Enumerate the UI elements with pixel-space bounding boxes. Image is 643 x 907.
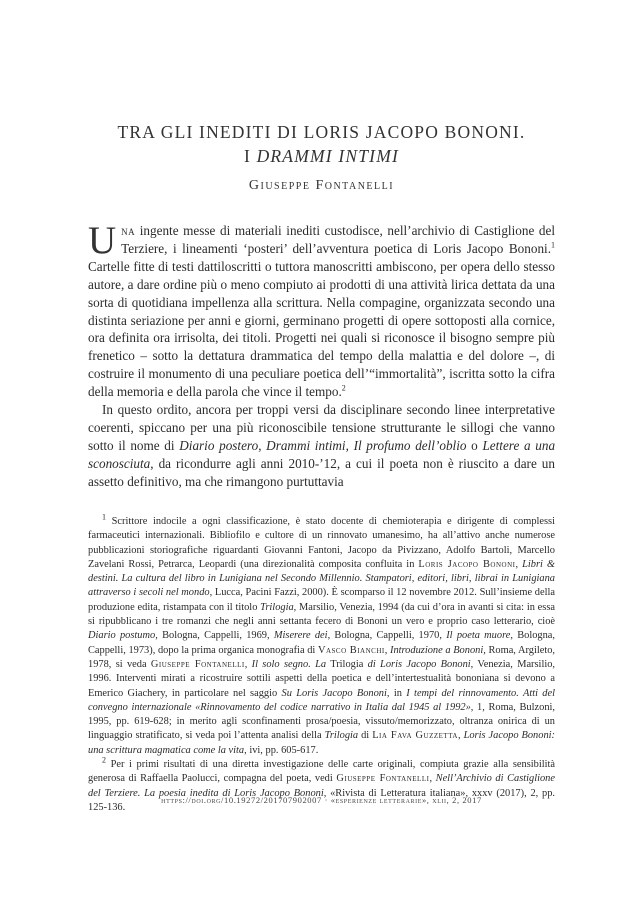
drop-cap: U <box>88 219 117 262</box>
fn-italic: Il poeta muore <box>446 630 511 642</box>
fn-text: , <box>429 773 436 785</box>
footnote-mark: 2 <box>102 755 106 765</box>
fn-text: Scrittore indocile a ogni classificazione, è stato docente di chemioterapia e dirigente di complessi farmaceutici internazionali. Bibliofilo e cultore di un rinnovato umanesimo, ha all’attivo anche numerose pubblicazioni storiografiche riguardanti Giovanni Fantoni, Jacopo da Pivizzano, Adolfo Bartoli, Marcello Zavelani Rossi, Petrarca, Leopardi (una direzionalità composita confluita in <box>88 516 555 570</box>
paragraph-1 <box>88 219 555 401</box>
footnote-ref-2[interactable]: 2 <box>341 383 346 393</box>
fn-text: , in <box>386 687 407 699</box>
fn-italic: Diario postumo <box>88 630 156 642</box>
article-title-line2 <box>60 145 583 167</box>
opening-smallcaps: na <box>121 223 136 238</box>
fn-text: , «Rivista di Letteratura italiana», xxxv (2017), 2, pp. 125-136. <box>88 787 555 813</box>
p2-text: , <box>258 437 267 453</box>
fn-text: , Roma, Argileto, 1978, si veda <box>88 644 556 670</box>
fn-text: di <box>358 730 373 742</box>
fn-italic: Trilogia <box>324 730 359 742</box>
article-title-line1: TRA GLI INEDITI DI LORIS JACOPO BONONI. <box>117 122 526 142</box>
footnote-mark: 1 <box>102 512 106 522</box>
fn-text: , Bologna, Cappelli, 1969, <box>155 630 274 642</box>
fn-italic: Miserere dei <box>273 630 328 642</box>
fn-smallcaps: Giuseppe Fontanelli <box>336 773 430 785</box>
fn-text: , Bologna, Cappelli, 1970, <box>327 630 447 642</box>
fn-italic: Introduzione a Bononi <box>389 644 484 656</box>
title-italic: DRAMMI INTIMI <box>256 146 400 166</box>
p2-text: o <box>466 437 483 453</box>
fn-smallcaps: Lia Fava Guzzetta <box>372 730 458 742</box>
fn-smallcaps: Vasco Bianchi <box>317 644 385 656</box>
paragraph-1-text-a: ingente messe di materiali inediti custodisce, nell’archivio di Castiglione del Terziere, i lineamenti ‘posteri’ dell’avventura poetica di Loris Jacopo Bononi. <box>121 223 555 256</box>
fn-italic: di Loris Jacopo Bononi <box>367 658 471 670</box>
footnote-1 <box>88 512 556 758</box>
paragraph-1-text-b: Cartelle fitte di testi dattiloscritti o tuttora manoscritti ambiscono, per opera dello stesso autore, a dare ordine più o meno compiuto ai prodotti di una attività lirica dettata da una sorta di quotidiana impellenza alla scrittura. Nella compagine, organizzata secondo una distinta seriazione per anni e giorni, germinano progetti di opere sottoposti alla cornice, ora definita ora irrisolta, dei titoli. Progetti nei quali si riconosce il bisogno sempre più frenetico – sotto la dettatura drammatica del tempo della malattia e del dolore –, di costruire il monumento di una peculiare poetica dell’“immortalità”, iscritta sotto la cifra della memoria e della parola che vince il tempo. <box>88 258 555 400</box>
p2-italic: Drammi intimi <box>266 437 346 453</box>
p2-text: In questo ordito, ancora per troppi versi da disciplinare secondo linee interpretative coerenti, spiccano per una più riconoscibile tensione strutturante le sillogi che vanno sotto il nome di <box>88 402 555 453</box>
p2-text: , <box>345 437 354 453</box>
fn-text: , Venezia, Marsilio, 1996. Interventi mirati a ricostruire sottili aspetti della poetica e dell’intertestualità bononiana si devono a Emerico Giachery, in particolare nel saggio <box>88 658 556 699</box>
title-prefix: I <box>243 146 257 166</box>
fn-text: Trilogia <box>326 658 368 670</box>
footnote-ref-1[interactable]: 1 <box>551 240 555 250</box>
fn-italic: I tempi del rinnovamento. Atti del convegno internazionale «Rinnovamento del codice narrativo in Italia dal 1945 al 1992» <box>88 687 556 713</box>
fn-text: , <box>515 558 523 570</box>
author-name: Giuseppe Fontanelli <box>248 178 395 193</box>
doi-footer[interactable]: https://doi.org/10.19272/201707902007 · «esperienze letterarie», xlii, 2, 2017 <box>161 795 482 805</box>
fn-text: Per i primi risultati di una diretta investigazione delle carte originali, compiuta grazie alla sensibilità generosa di Raffaella Paolucci, compagna del poeta, vedi <box>88 759 555 785</box>
fn-text: , ivi, pp. 605-617. <box>244 744 319 756</box>
fn-text: , Bologna, Cappelli, 1973), dopo la prima organica monografia di <box>88 630 556 656</box>
p2-italic: Lettere a una sconosciuta <box>88 437 556 471</box>
fn-italic: Loris Jacopo Bononi: una scrittura magmatica come la vita <box>88 730 555 756</box>
fn-text: , <box>244 658 252 670</box>
fn-italic: Su Loris Jacopo Bononi <box>281 687 387 699</box>
p2-italic: Diario postero <box>179 437 259 453</box>
p2-text: , da ricondurre agli anni 2010-’12, a cui il poeta non è riuscito a dare un assetto definitivo, ma che rimangono purtuttavia <box>88 455 555 489</box>
fn-text: , Lucca, Pacini Fazzi, 2000). È scomparso il 12 novembre 2012. Sull’insieme della produzione edita, ristampata con il titolo <box>88 587 555 613</box>
footnote-2 <box>88 755 555 815</box>
p2-italic: Il profumo dell’oblio <box>353 437 467 453</box>
fn-smallcaps: Giuseppe Fontanelli <box>150 658 245 670</box>
fn-text: , <box>457 730 464 742</box>
fn-italic: Il solo segno. La <box>251 658 327 670</box>
fn-text: , 1, Roma, Bulzoni, 1995, pp. 619-628; in merito agli sconfinamenti prosa/poesia, vissuto/memorizzato, oltranza onirica di un linguaggio stratificato, si veda poi l’attenta analisi della <box>88 701 556 742</box>
fn-text: , Marsilio, Venezia, 1994 (da cui d’ora in avanti si cita: in essa si ripubblicano i tre romanzi che negli anni settanta fecero di Bononi un vero e proprio caso letterario, cioè <box>88 601 555 628</box>
body-text <box>88 219 556 491</box>
paragraph-2 <box>88 401 555 491</box>
fn-italic: Libri & destini. La cultura del libro in Lunigiana nel Secondo Millennio. Stampatori, editori, libri, librai in Lunigiana attraverso i secoli nel mondo <box>88 558 555 599</box>
fn-smallcaps: Loris Jacopo Bononi <box>418 558 516 570</box>
footnotes <box>88 512 556 815</box>
fn-italic: Trilogia <box>260 601 294 613</box>
fn-text: , <box>384 644 390 656</box>
fn-italic: Nell’Archivio di Castiglione del Terziere. La poesia inedita di Loris Jacopo Bononi <box>88 773 555 799</box>
